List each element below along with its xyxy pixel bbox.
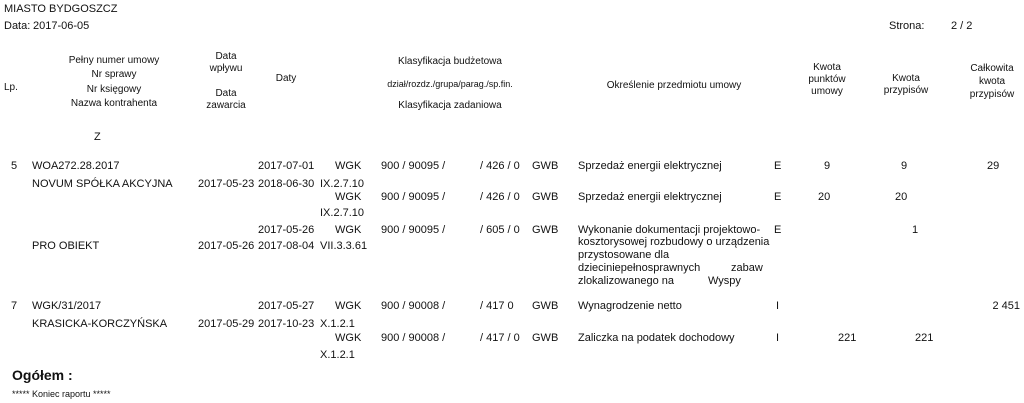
row7-l2-paragraph: / 417 / 0: [480, 332, 520, 344]
row5-l1-task: IX.2.7.10: [320, 178, 365, 190]
end-of-report: ***** Koniec raportu *****: [12, 389, 111, 399]
row5-l2-subject: Sprzedaż energii elektrycznej: [578, 191, 722, 203]
header-assigned-1: Kwota: [892, 73, 920, 84]
row7-l1-paragraph: / 417 0: [480, 300, 514, 312]
header-budget-classification: Klasyfikacja budżetowa: [398, 56, 502, 67]
row6-contractor: PRO OBIEKT: [32, 240, 100, 252]
date-label: Data:: [4, 20, 31, 32]
header-budget-detail: dział/rozdz./grupa/parag./sp.fin.: [387, 79, 513, 89]
header-dates: Daty: [275, 73, 297, 84]
row7-l1-total: 2 451: [992, 300, 1020, 312]
row5-l2-gwb: GWB: [532, 191, 559, 203]
row7-l2-task: X.1.2.1: [320, 349, 355, 361]
row7-l2-type: I: [776, 332, 780, 344]
row7-l2-assigned: 221: [915, 332, 934, 344]
header-subject: Określenie przedmiotu umowy: [606, 80, 742, 91]
row5-lp: 5: [11, 160, 18, 172]
header-date-concluded-2: zawarcia: [206, 100, 246, 111]
row7-l2-points: 221: [838, 332, 857, 344]
page-number: 2 / 2: [951, 20, 973, 32]
row5-l1-subject: Sprzedaż energii elektrycznej: [578, 160, 722, 172]
header-task-classification: Klasyfikacja zadaniowa: [398, 100, 502, 111]
row5-l2-points: 20: [818, 191, 831, 203]
header-date-in-2: wpływu: [209, 63, 243, 74]
row7-l1-task: X.1.2.1: [320, 318, 355, 330]
row6-classification: 900 / 90095 /: [381, 224, 446, 236]
page-label: Strona:: [889, 20, 925, 32]
row6-subject-extra-2: Wyspy: [708, 275, 741, 287]
row7-l1-subject: Wynagrodzenie netto: [578, 300, 682, 312]
row7-contractor: KRASICKA-KORCZYŃSKA: [32, 318, 168, 330]
header-contract-number: Pełny numer umowy: [68, 55, 160, 66]
row5-contractor: NOVUM SPÓŁKA AKCYJNA: [32, 178, 173, 190]
row6-subject-extra-1: zabaw: [731, 262, 763, 274]
row6-type: E: [774, 224, 782, 236]
header-date-in-1: Data: [215, 51, 237, 62]
row5-l1-type: E: [774, 160, 782, 172]
row7-l1-type: I: [776, 300, 780, 312]
row5-l2-type: E: [774, 191, 782, 203]
row7-l2-gwb: GWB: [532, 332, 559, 344]
row5-l1-assigned: 9: [901, 160, 908, 172]
header-points-2: punktów: [808, 74, 846, 85]
row6-date-in: 2017-05-26: [198, 240, 255, 252]
row5-date-a: 2017-07-01: [258, 160, 315, 172]
row6-task: VII.3.3.61: [320, 240, 368, 252]
header-lp: Lp.: [4, 82, 18, 93]
row7-date-in: 2017-05-29: [198, 318, 255, 330]
report-date: 2017-06-05: [33, 20, 90, 32]
row7-l2-classification: 900 / 90008 /: [381, 332, 446, 344]
row7-date-a: 2017-05-27: [258, 300, 315, 312]
row6-subject-line-4: dzieciniepełnosprawnych: [578, 262, 701, 274]
grand-total-label: Ogółem :: [12, 367, 73, 383]
row6-date-b: 2017-08-04: [258, 240, 315, 252]
header-points-3: umowy: [811, 86, 843, 97]
row7-date-b: 2017-10-23: [258, 318, 315, 330]
header-contractor-name: Nazwa kontrahenta: [70, 98, 158, 109]
row6-paragraph: / 605 / 0: [480, 224, 520, 236]
z-marker: Z: [94, 131, 101, 143]
header-total-1: Całkowita: [970, 63, 1014, 74]
header-assigned-2: przypisów: [883, 85, 929, 96]
header-date-concluded-1: Data: [215, 88, 237, 99]
row5-l1-paragraph: / 426 / 0: [480, 160, 520, 172]
row7-l1-gwb: GWB: [532, 300, 559, 312]
row7-l1-classification: 900 / 90008 /: [381, 300, 446, 312]
row5-l1-points: 9: [824, 160, 831, 172]
row7-contract-number: WGK/31/2017: [32, 300, 102, 312]
row5-l1-wgk: WGK: [335, 160, 362, 172]
row5-l2-paragraph: / 426 / 0: [480, 191, 520, 203]
row6-subject-line-3: przystosowane dla: [578, 249, 670, 261]
row5-l2-task: IX.2.7.10: [320, 207, 365, 219]
row6-subject-line-2: kosztorysowej rozbudowy o urządzenia: [578, 236, 770, 248]
row7-l2-subject: Zaliczka na podatek dochodowy: [578, 332, 735, 344]
row5-l1-classification: 900 / 90095 /: [381, 160, 446, 172]
row5-date-b: 2018-06-30: [258, 178, 315, 190]
row5-l2-wgk: WGK: [335, 191, 362, 203]
header-case-number: Nr sprawy: [91, 69, 137, 80]
row7-l2-wgk: WGK: [335, 332, 362, 344]
row5-l2-classification: 900 / 90095 /: [381, 191, 446, 203]
row6-subject-line-5: zlokalizowanego na: [578, 275, 675, 287]
row6-gwb: GWB: [532, 224, 559, 236]
row6-date-a: 2017-05-26: [258, 224, 315, 236]
row5-contract-number: WOA272.28.2017: [32, 160, 120, 172]
row5-l2-assigned: 20: [895, 191, 908, 203]
header-points-1: Kwota: [813, 62, 841, 73]
header-accounting-number: Nr księgowy: [86, 84, 142, 95]
row5-l1-gwb: GWB: [532, 160, 559, 172]
row5-l1-total: 29: [987, 160, 1000, 172]
row5-date-in: 2017-05-23: [198, 178, 255, 190]
header-total-2: kwota: [978, 76, 1006, 87]
row6-subject-line-1: Wykonanie dokumentacji projektowo-: [578, 224, 761, 236]
row6-assigned: 1: [912, 224, 919, 236]
city-name: MIASTO BYDGOSZCZ: [4, 3, 118, 15]
row6-wgk: WGK: [335, 224, 362, 236]
header-total-3: przypisów: [969, 89, 1015, 100]
row7-lp: 7: [11, 300, 18, 312]
row7-l1-wgk: WGK: [335, 300, 362, 312]
